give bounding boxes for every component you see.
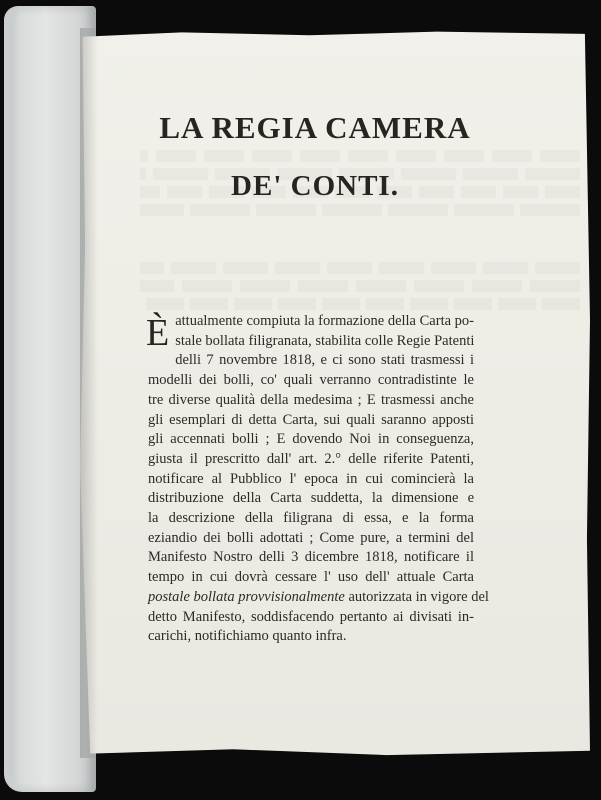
drop-cap: È [146,312,170,354]
body-line: gli esemplari di detta Carta, sui quali saranno apposti [148,411,474,428]
body-line: gli accennati bolli ; E dovendo Noi in conseguenza, [148,431,474,448]
body-line: delli 7 novembre 1818, e ci sono stati trasmessi i [175,352,474,369]
body-line: tempo in cui dovrà cessare l' uso dell' attuale Carta [148,569,474,586]
body-line: notificare al Pubblico l' epoca in cui comincierà la [148,470,474,487]
document-subtitle: DE' CONTI. [231,170,399,202]
body-line-italic [148,588,489,608]
document-title: LA REGIA CAMERA [159,110,471,145]
body-line: distribuzione della Carta suddetta, la dimensione e [148,490,474,507]
body-line: tre diverse qualità della medesima ; E trasmessi anche [148,391,474,408]
italic-phrase: postale bollata provvisionalmente [148,588,345,605]
body-line: la descrizione della filigrana di essa, e la forma [148,510,474,527]
body-line: attualmente compiuta la formazione della Carta po- [175,313,474,329]
body-line: stale bollata filigranata, stabilita colle Regie Patenti [175,332,475,349]
body-line: eziandio dei bolli adottati ; Come pure, a termini del [148,529,474,546]
page-edge-shadow [80,28,98,758]
body-line: modelli dei bolli, co' quali verranno contradistinte le [148,372,474,389]
closing-line: carichi, notifichiamo quanto infra. [148,628,347,645]
body-line: giusta il prescritto dall' art. 2.° delle riferite Patenti, [148,450,474,467]
body-line: Manifesto Nostro delli 3 dicembre 1818, notificare il [148,549,474,566]
document-body [146,312,489,647]
after-italic-text: autorizzata in vigore del [344,588,489,605]
closing-line: detto Manifesto, soddisfacendo pertanto ai divisati in- [148,608,474,625]
